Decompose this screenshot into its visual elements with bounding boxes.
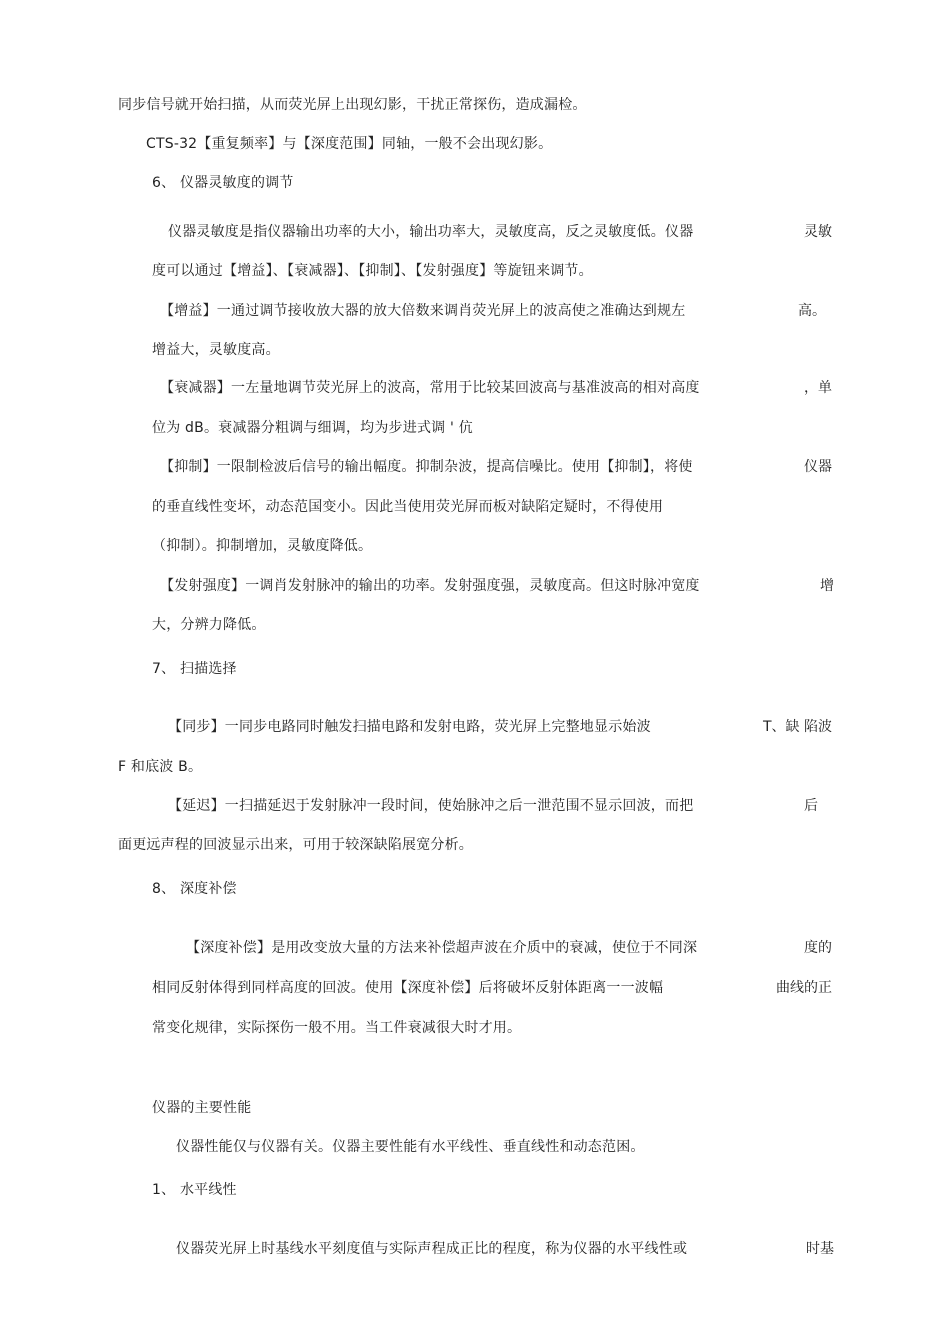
text-line: 【同步】一同步电路同时触发扫描电路和发射电路，荧光屏上完整地显示始波 <box>168 719 651 735</box>
text-line: 【衰减器】一左量地调节荧光屏上的波高，常用于比较某回波高与基准波高的相对高度 <box>160 380 700 396</box>
text-line-tail: ，单 <box>804 380 832 396</box>
text-line: 相同反射体得到同样高度的回波。使用【深度补偿】后将破坏反射体距离一一波幅 <box>152 980 664 996</box>
text-line-tail: 后 <box>804 798 818 814</box>
text-line: 仪器灵敏度是指仪器输出功率的大小，输出功率大，灵敏度高，反之灵敏度低。仪器 <box>168 224 694 240</box>
text-line-tail: 增 <box>820 578 834 594</box>
text-line: 同步信号就开始扫描，从而荧光屏上出现幻影，干扰正常探伤，造成漏检。 <box>118 97 587 113</box>
section-heading: 8、 深度补偿 <box>152 881 237 897</box>
text-line: 仪器性能仅与仪器有关。仪器主要性能有水平线性、垂直线性和动态范困。 <box>176 1139 645 1155</box>
text-line: 【抑制】一限制检波后信号的输出幅度。抑制杂波，提高信噪比。使用【抑制】，将使 <box>160 459 693 475</box>
text-line: （抑制）。抑制增加，灵敏度降低。 <box>152 538 373 554</box>
section-heading: 7、 扫描选择 <box>152 661 237 677</box>
text-line: 的垂直线性变坏，动态范国变小。因此当使用荧光屏而板对缺陷定疑时，不得使用 <box>152 499 664 515</box>
text-line: F 和底波 B。 <box>118 759 203 775</box>
text-line-tail: 高。 <box>798 303 826 319</box>
text-line: 度可以通过【增益】、【衰减器】、【抑制】、【发射强度】等旋钮来调节。 <box>152 263 593 279</box>
text-line: 【增益】一通过调节接收放大器的放大倍数来调肖荧光屏上的波高使之准确达到规左 <box>160 303 686 319</box>
text-line-tail: 仪器 <box>804 459 832 475</box>
text-line: 大，分辨力降低。 <box>152 617 266 633</box>
text-line: 仪器荧光屏上时基线水平刻度值与实际声程成正比的程度，称为仪器的水平线性或 <box>176 1241 688 1257</box>
section-heading: 1、 水平线性 <box>152 1182 237 1198</box>
text-line: CTS-32【重复频率】与【深度范围】同轴，一般不会出现幻影。 <box>146 136 553 152</box>
text-line: 【深度补偿】是用改变放大量的方法来补偿超声波在介质中的衰减，使位于不同深 <box>186 940 698 956</box>
section-heading: 仪器的主要性能 <box>152 1100 252 1116</box>
text-line: 【发射强度】一调肖发射脉冲的输出的功率。发射强度强，灵敏度高。但这时脉冲宽度 <box>160 578 700 594</box>
text-line-tail: 曲线的正 <box>776 980 832 996</box>
text-line: 位为 dB。衰减器分粗调与细调，均为步进式调 ' 伉 <box>152 420 473 436</box>
text-line: 【延迟】一扫描延迟于发射脉冲一段时间，使始脉冲之后一泄范围不显示回波，而把 <box>168 798 694 814</box>
text-line: 增益大，灵敏度高。 <box>152 342 280 358</box>
text-line-tail: 灵敏 <box>804 224 832 240</box>
text-line-tail: 时基 <box>806 1241 834 1257</box>
text-line: 常变化规律，实际探伤一般不用。当工件衰减很大时才用。 <box>152 1020 522 1036</box>
text-line-tail: 度的 <box>804 940 832 956</box>
text-line-tail: T、缺 陷波 <box>762 719 832 735</box>
section-heading: 6、 仪器灵敏度的调节 <box>152 175 294 191</box>
text-line: 面更远声程的回波显示出来，可用于较深缺陷展宽分析。 <box>118 837 473 853</box>
